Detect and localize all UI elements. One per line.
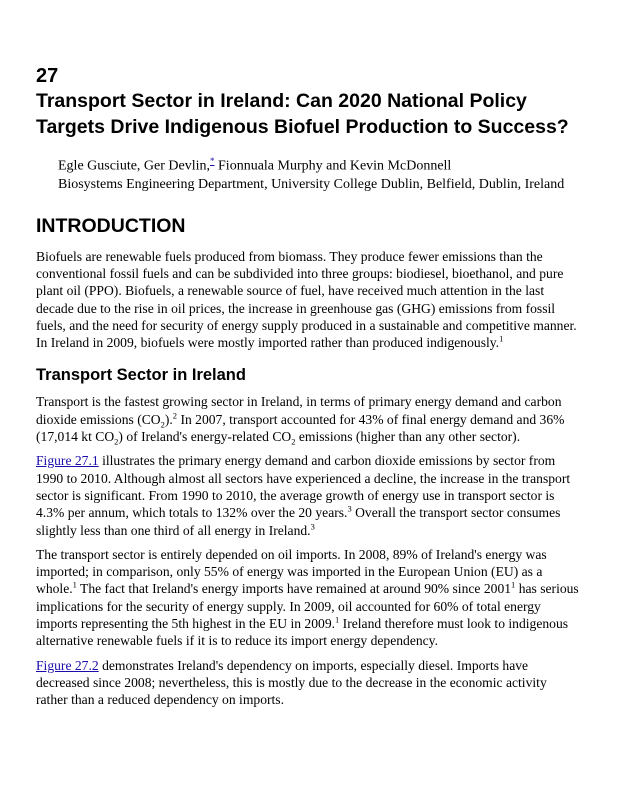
document-page bbox=[36, 64, 581, 715]
author-affiliation: Biosystems Engineering Department, University College Dublin, Belfield, Dublin, Ireland bbox=[58, 176, 565, 192]
citation: 2 bbox=[172, 410, 178, 421]
citation: 1 bbox=[499, 333, 504, 344]
figure-27-1-link[interactable]: Figure 27.1 bbox=[36, 453, 99, 469]
intro-paragraph: Biofuels are renewable fuels produced from biomass. They produce fewer emissions than the conventional fossil fuels and can be subdivided into three groups: biodiesel, bioethanol, and pure plant oil (PPO). Biofuels, a renewable source of fuel, have received much attention in the last decade due to the rise in oil prices, the increase in greenhouse gas (GHG) emissions from fossil fuels, and the need for security of energy supply produced in a sustainable and competitive manner. In Ireland in 2009, biofuels were mostly imported rather than produced indigenously.$^1$ bbox=[36, 248, 577, 351]
figure-27-2-link[interactable]: Figure 27.2 bbox=[36, 657, 99, 673]
citation: 1 bbox=[335, 614, 340, 625]
chapter-title: Transport Sector in Ireland: Can 2020 National Policy Targets Drive Indigenous Biofuel Production to Success? bbox=[36, 90, 569, 138]
author-block bbox=[58, 152, 581, 194]
author-names: Egle Gusciute, Ger Devlin,* Fionnuala Murphy and Kevin McDonnell bbox=[58, 156, 452, 174]
section-heading-introduction: INTRODUCTION bbox=[36, 214, 186, 237]
transport-paragraph-3: The transport sector is entirely depended on oil imports. In 2008, 89% of Ireland's energy was imported; in comparison, only 55% of energy was imported in the European Union (EU) as a whole.$^1$ The fact that Ireland's energy imports have remained at around 90% since 2001$^1$ has serious implications for the security of energy supply. In 2009, oil accounted for 60% of total energy imports representing the 5th highest in the EU in 2009.$^1$ Ireland therefore must look to indigenous alternative renewable fuels if it is to reduce its import energy dependency. bbox=[36, 546, 579, 649]
transport-paragraph-4: Figure 27.2 demonstrates Ireland's dependency on imports, especially diesel. Imports have decreased since 2008; nevertheless, this is mostly due to the decrease in the economic activity rather than a reduced dependency on imports. bbox=[36, 657, 547, 708]
citation: 3 bbox=[347, 503, 352, 514]
chapter-number: 27 bbox=[36, 65, 59, 87]
transport-paragraph-1: Transport is the fastest growing sector in Ireland, in terms of primary energy demand and carbon dioxide emissions $(CO_2).^2$ In 2007, transport accounted for 43% of final energy demand and 36% (17,014 kt $CO_2$) of Ireland's energy-related $CO_2$ emissions (higher than any other sector). bbox=[36, 394, 565, 447]
citation: 1 bbox=[511, 579, 516, 590]
transport-paragraph-2: Figure 27.1 illustrates the primary energy demand and carbon dioxide emissions by sector from 1990 to 2010. Although almost all sectors have experienced a decline, the increase in the transport sector is significant. From 1990 to 2010, the average growth of energy use in transport sector is 4.3% per annum, which totals to 132% over the 20 years.$^3$ Overall the transport sector consumes slightly less than one third of all energy in Ireland.$^3$ bbox=[36, 453, 571, 538]
citation: 3 bbox=[310, 520, 315, 531]
corresponding-author-link[interactable]: * bbox=[210, 156, 215, 166]
citation: 1 bbox=[72, 579, 77, 590]
section-heading-transport: Transport Sector in Ireland bbox=[36, 366, 246, 385]
